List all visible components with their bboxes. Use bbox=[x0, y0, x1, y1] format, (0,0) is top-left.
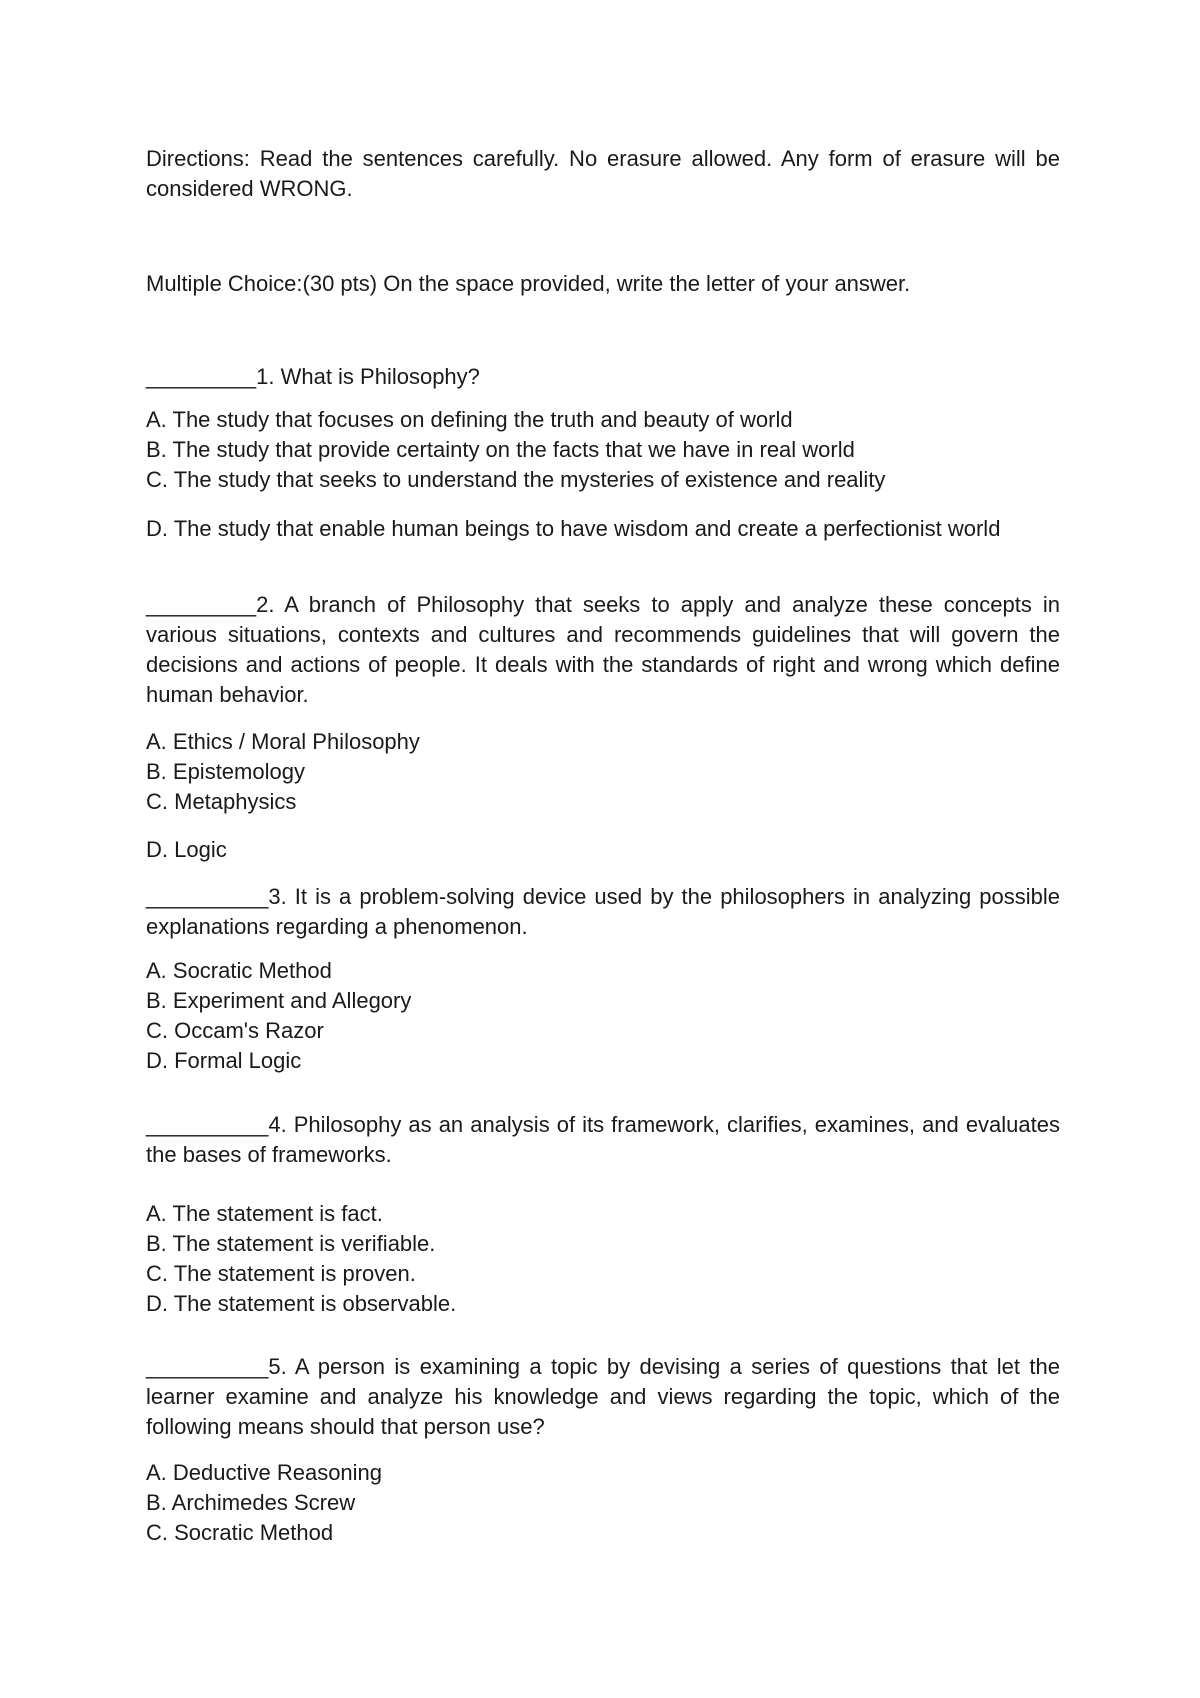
question-2-choices-abc bbox=[146, 727, 1060, 817]
question-3-choice-c: C. Occam's Razor bbox=[146, 1018, 324, 1043]
question-2-stem: _________2. A branch of Philosophy that seeks to apply and analyze these concepts in various situations, contexts and cultures and recommends guidelines that will govern the decisions and actions of people. It deals with the standards of right and wrong which define human behavior. bbox=[146, 592, 1060, 707]
question-3-choice-d: D. Formal Logic bbox=[146, 1048, 302, 1073]
question-4-choice-b: B. The statement is verifiable. bbox=[146, 1231, 436, 1256]
question-1-choice-a: A. The study that focuses on defining the truth and beauty of world bbox=[146, 407, 793, 432]
multiple-choice-instruction: Multiple Choice:(30 pts) On the space provided, write the letter of your answer. bbox=[146, 271, 911, 296]
question-3-choices bbox=[146, 956, 1060, 1076]
question-4-choices bbox=[146, 1199, 1060, 1319]
question-3-choice-b: B. Experiment and Allegory bbox=[146, 988, 412, 1013]
question-5-stem: __________5. A person is examining a topic by devising a series of questions that let the learner examine and analyze his knowledge and views regarding the topic, which of the following means should that person use? bbox=[146, 1354, 1060, 1439]
question-2-choice-b: B. Epistemology bbox=[146, 759, 305, 784]
question-5-choice-c: C. Socratic Method bbox=[146, 1520, 334, 1545]
question-1-choice-c: C. The study that seeks to understand the mysteries of existence and reality bbox=[146, 467, 886, 492]
question-3-stem: __________3. It is a problem-solving device used by the philosophers in analyzing possible explanations regarding a phenomenon. bbox=[146, 884, 1060, 939]
question-5-choice-a: A. Deductive Reasoning bbox=[146, 1460, 383, 1485]
question-2-choice-c: C. Metaphysics bbox=[146, 789, 297, 814]
question-1-stem: _________1. What is Philosophy? bbox=[146, 364, 480, 389]
question-4-stem: __________4. Philosophy as an analysis of its framework, clarifies, examines, and evaluates the bases of frameworks. bbox=[146, 1112, 1060, 1167]
question-1-choice-b: B. The study that provide certainty on the facts that we have in real world bbox=[146, 437, 855, 462]
directions-text: Directions: Read the sentences carefully. No erasure allowed. Any form of erasure will be considered WRONG. bbox=[146, 146, 1060, 201]
question-1-choice-d: D. The study that enable human beings to have wisdom and create a perfectionist world bbox=[146, 516, 1001, 541]
question-1-choices-abc bbox=[146, 405, 1060, 495]
question-3-choice-a: A. Socratic Method bbox=[146, 958, 332, 983]
question-5-choice-b: B. Archimedes Screw bbox=[146, 1490, 356, 1515]
question-5-choices bbox=[146, 1458, 1060, 1548]
question-4-choice-d: D. The statement is observable. bbox=[146, 1291, 457, 1316]
question-4-choice-c: C. The statement is proven. bbox=[146, 1261, 416, 1286]
question-2-choice-a: A. Ethics / Moral Philosophy bbox=[146, 729, 420, 754]
question-2-choice-d: D. Logic bbox=[146, 837, 227, 862]
question-4-choice-a: A. The statement is fact. bbox=[146, 1201, 383, 1226]
